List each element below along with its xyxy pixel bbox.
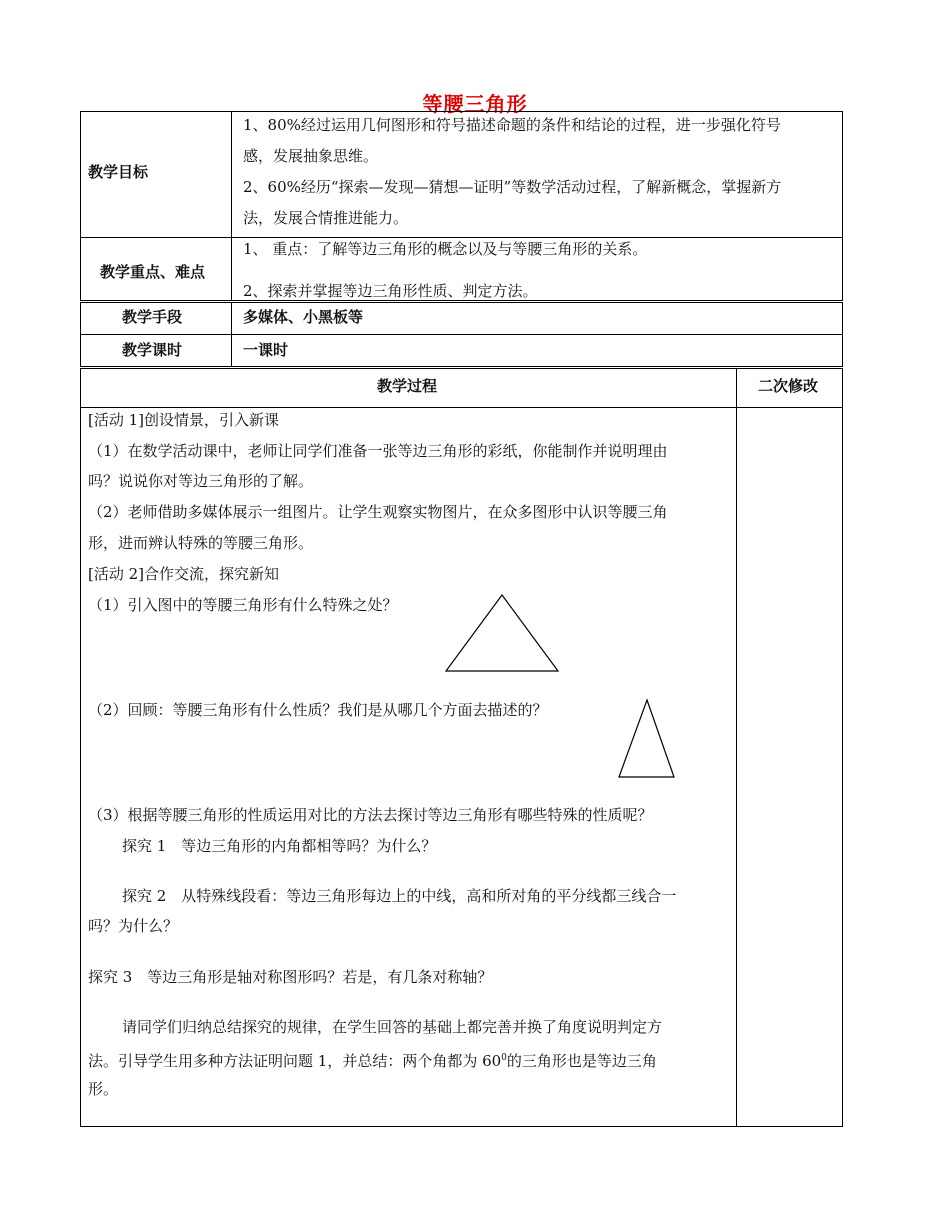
key-points-line-2: 2、探索并掌握等边三角形性质、判定方法。 [243, 282, 538, 300]
means-value: 多媒体、小黑板等 [243, 308, 364, 326]
objectives-label: 教学目标 [88, 163, 149, 181]
explore-2a: 探究 2 从特殊线段看：等边三角形每边上的中线，高和所对角的平分线都三线合一 [122, 887, 677, 905]
hours-label: 教学课时 [122, 341, 183, 359]
key-points-label: 教学重点、难点 [100, 263, 206, 281]
question-3: （3）根据等腰三角形的性质运用对比的方法去探讨等边三角形有哪些特殊的性质呢？ [88, 806, 653, 824]
objectives-line-2b: 法，发展合情推进能力。 [243, 209, 409, 227]
summary-c: 形。 [88, 1080, 119, 1098]
key-points-line-1: 1、 重点：了解等边三角形的概念以及与等腰三角形的关系。 [243, 240, 648, 258]
objectives-line-2a: 2、60%经历“探索—发现—猜想—证明”等数学活动过程，了解新概念，掌握新方 [243, 178, 782, 196]
question-2: （2）回顾：等腰三角形有什么性质？我们是从哪几个方面去描述的？ [88, 701, 548, 719]
means-row-divider [80, 334, 843, 335]
summary-b [88, 1043, 657, 1077]
equilateral-triangle-figure [440, 590, 565, 676]
objectives-line-1a: 1、80%经过运用几何图形和符号描述命题的条件和结论的过程，进一步强化符号 [243, 116, 781, 134]
hours-value: 一课时 [243, 341, 289, 359]
explore-2b: 吗？为什么？ [88, 917, 179, 935]
activity-2: [活动 2]合作交流，探究新知 [88, 565, 280, 583]
para-1a: （1）在数学活动课中，老师让同学们准备一张等边三角形的彩纸，你能制作并说明理由 [88, 442, 668, 460]
question-1: （1）引入图中的等腰三角形有什么特殊之处？ [88, 596, 398, 614]
revision-header: 二次修改 [758, 377, 819, 395]
process-divider [736, 368, 737, 1127]
summary-a: 请同学们归纳总结探究的规律，在学生回答的基础上都完善并换了角度说明判定方 [122, 1018, 663, 1036]
objectives-line-1b: 感，发展抽象思维。 [243, 147, 379, 165]
para-1b: 吗？说说你对等边三角形的了解。 [88, 472, 314, 490]
para-2a: （2）老师借助多媒体展示一组图片。让学生观察实物图片，在众多图形中认识等腰三角 [88, 503, 668, 521]
summary-b-part1: 法。引导学生用多种方法证明问题 1，并总结：两个角都为 60 [88, 1052, 502, 1070]
summary-b-part2: 的三角形也是等边三角 [506, 1052, 657, 1070]
means-label: 教学手段 [122, 308, 183, 326]
isosceles-triangle-figure [612, 695, 682, 783]
explore-1: 探究 1 等边三角形的内角都相等吗？为什么？ [122, 837, 437, 855]
degree-superscript: 0 [501, 1053, 507, 1063]
objectives-divider [231, 111, 232, 301]
para-2b: 形，进而辨认特殊的等腰三角形。 [88, 534, 314, 552]
explore-3: 探究 3 等边三角形是轴对称图形吗？若是，有几条对称轴？ [88, 968, 493, 986]
process-header: 教学过程 [377, 377, 438, 395]
activity-1: [活动 1]创设情景，引入新课 [88, 411, 280, 429]
page-title: 等腰三角形 [422, 92, 528, 116]
